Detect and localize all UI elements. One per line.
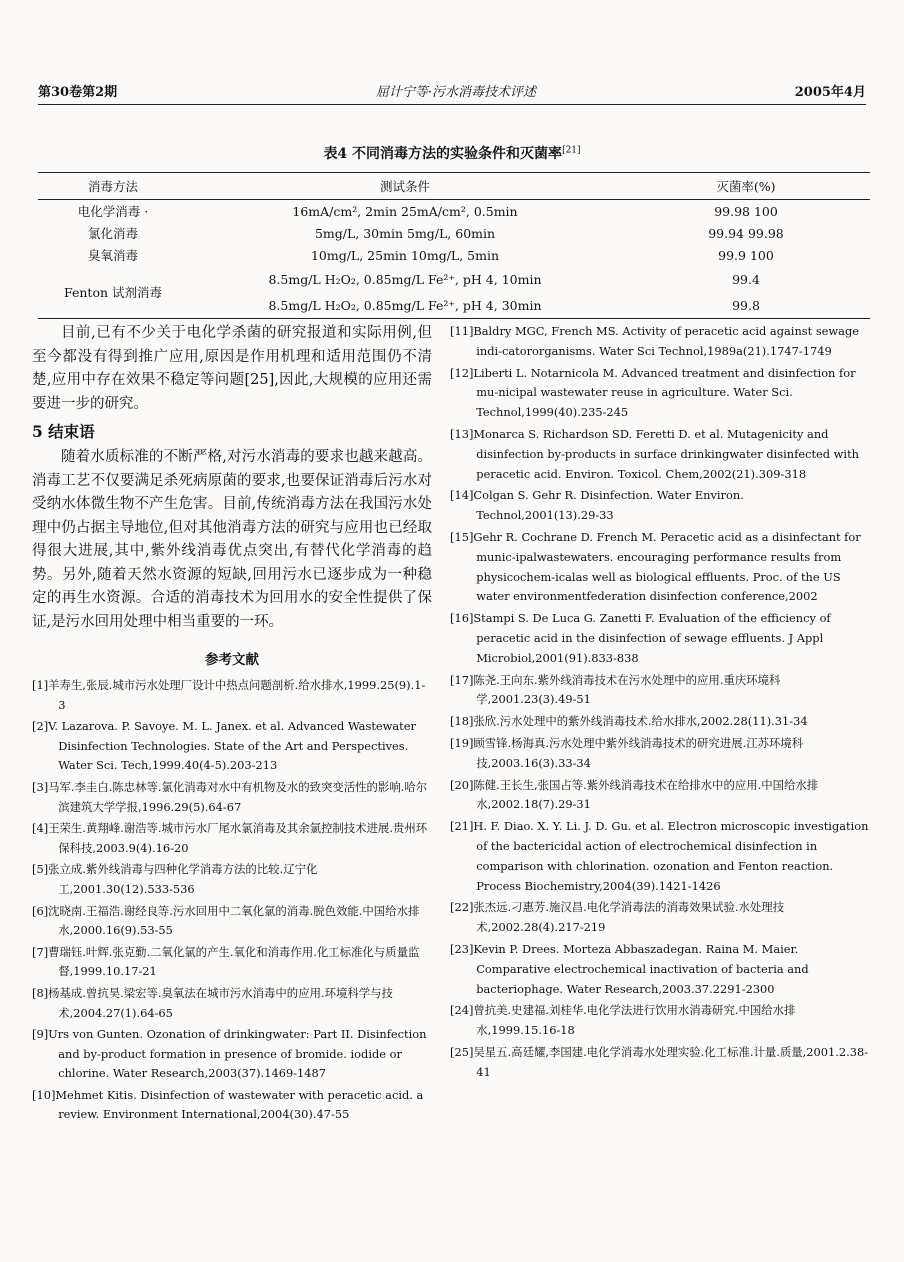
reference-list-right <box>450 322 870 1082</box>
section-heading-conclusion: 5 结束语 <box>32 422 95 441</box>
header-conditions: 测试条件 <box>188 173 622 200</box>
reference-item: [10]Mehmet Kitis. Disinfection of wastewater with peracetic acid. a review. Environment International,2004(30).47-55 <box>32 1087 424 1122</box>
reference-item: [11]Baldry MGC, French MS. Activity of peracetic acid against sewage indi-catororganisms. Water Sci Technol,1989a(21).1747-1749 <box>450 324 859 358</box>
table-caption: 表4 不同消毒方法的实验条件和灭菌率[21] <box>323 145 581 162</box>
cell-conditions: 8.5mg/L H₂O₂, 0.85mg/L Fe²⁺, pH 4, 10min <box>268 271 542 287</box>
cell-rate: 99.9 100 <box>718 247 774 263</box>
reference-item: [13]Monarca S. Richardson SD. Feretti D. et al. Mutagenicity and disinfection by-products in surface drinkingwater disinfected with peracetic acid. Environ. Toxicol. Chem,2002(21).309-318 <box>450 426 859 481</box>
disinfection-table <box>38 172 870 319</box>
reference-item: [22]张杰远.刁惠芳.施汉昌.电化学消毒法的消毒效果试验.水处理技术,2002.28(4).217-219 <box>450 900 785 935</box>
reference-item: [8]杨基成.曾抗昊.梁宏等.臭氧法在城市污水消毒中的应用.环境科学与技术,2004.27(1).64-65 <box>32 985 393 1020</box>
reference-item: [21]H. F. Diao. X. Y. Li. J. D. Gu. et al. Electron microscopic investigation of the bactericidal action of electrochemical disinfection in comparison with chlorination. ozonation and Fenton reaction. Process Biochemistry,2004(39).1421-1426 <box>450 819 869 893</box>
table-header-row <box>38 173 870 200</box>
cell-rate: 99.94 99.98 <box>708 225 784 241</box>
table-caption-ref: [21] <box>562 145 581 156</box>
cell-method: 氯化消毒 <box>87 226 138 241</box>
cell-method: 电化学消毒 · <box>77 204 149 219</box>
journal-volume: 第30卷第2期 <box>38 85 118 100</box>
table-row <box>38 266 870 292</box>
reference-item: [17]陈尧.王向东.紫外线消毒技术在污水处理中的应用.重庆环境科学,2001.23(3).49-51 <box>450 672 781 707</box>
table-row <box>38 200 870 223</box>
cell-method: 臭氧消毒 <box>87 248 138 263</box>
reference-item: [5]张立成.紫外线消毒与四种化学消毒方法的比较.辽宁化工,2001.30(12).533-536 <box>32 862 318 896</box>
reference-list-left <box>32 676 432 1125</box>
reference-item: [19]顾雪锋.杨海真.污水处理中紫外线消毒技术的研究进展.江苏环境科技,2003.16(3).33-34 <box>450 735 804 770</box>
cell-rate: 99.4 <box>732 271 760 287</box>
reference-item: [24]曾抗美.史建福.刘桂华.电化学法进行饮用水消毒研究.中国给水排水,1999.15.16-18 <box>450 1003 796 1038</box>
references-heading: 参考文献 <box>205 652 259 668</box>
cell-conditions: 5mg/L, 30min 5mg/L, 60min <box>314 225 496 241</box>
reference-item: [4]王荣生.黄翔峰.谢浩等.城市污水厂尾水氯消毒及其余氯控制技术进展.贵州环保科技,2003.9(4).16-20 <box>32 821 428 855</box>
running-header <box>38 78 866 105</box>
table-row <box>38 244 870 266</box>
reference-item: [1]羊寿生,张辰.城市污水处理厂设计中热点问题剖析.给水排水,1999.25(9).1-3 <box>32 678 426 712</box>
cell-conditions: 8.5mg/L H₂O₂, 0.85mg/L Fe²⁺, pH 4, 30min <box>188 292 622 319</box>
paragraph-electrochemical: 目前,已有不少关于电化学杀菌的研究报道和实际用例,但至今都没有得到推广应用,原因是作用机理和适用范围仍不清楚,应用中存在效果不稳定等问题[25],因此,大规模的应用还需要进一步的研究。 <box>32 325 432 412</box>
left-column <box>32 322 432 1127</box>
reference-item: [6]沈晓南.王福浩.谢经良等.污水回用中二氧化氯的消毒.脱色效能.中国给水排水,2000.16(9).53-55 <box>32 903 420 938</box>
reference-item: [16]Stampi S. De Luca G. Zanetti F. Evaluation of the efficiency of peracetic acid in the disinfection of sewage effluents. J Appl Microbiol,2001(91).833-838 <box>450 611 831 665</box>
cell-rate: 99.98 100 <box>714 203 778 219</box>
header-method: 消毒方法 <box>38 173 188 200</box>
reference-item: [7]曹瑞钰.叶辉.张克勤.二氧化氯的产生.氧化和消毒作用.化工标准化与质量监督,1999.10.17-21 <box>32 944 420 979</box>
cell-method: Fenton 试剂消毒 <box>38 266 188 319</box>
reference-item: [14]Colgan S. Gehr R. Disinfection. Water Environ. Technol,2001(13).29-33 <box>450 488 744 523</box>
reference-item: [9]Urs von Gunten. Ozonation of drinkingwater: Part II. Disinfection and by-product formation in presence of bromide. iodide or chlorine. Water Research,2003(37).1469-1487 <box>32 1027 427 1081</box>
article-running-title: 屈计宁等·污水消毒技术评述 <box>375 85 537 100</box>
issue-date: 2005年4月 <box>794 85 866 100</box>
reference-item: [18]张欣.污水处理中的紫外线消毒技术.给水排水,2002.28(11).31-34 <box>450 714 808 729</box>
cell-conditions: 10mg/L, 25min 10mg/L, 5min <box>310 247 500 263</box>
header-rate: 灭菌率(%) <box>622 173 870 200</box>
paragraph-conclusion: 随着水质标准的不断严格,对污水消毒的要求也越来越高。消毒工艺不仅要满足杀死病原菌的要求,也要保证消毒后污水对受纳水体微生物不产生危害。目前,传统消毒方法在我国污水处理中仍占据主导地位,但对其他消毒方法的研究与应用也已经取得很大进展,其中,紫外线消毒优点突出,有替代化学消毒的趋势。另外,随着天然水资源的短缺,回用污水已逐步成为一种稳定的再生水资源。合适的消毒技术为回用水的安全性提供了保证,是污水回用处理中相当重要的一环。 <box>32 449 432 630</box>
right-column <box>450 322 870 1084</box>
reference-item: [15]Gehr R. Cochrane D. French M. Peracetic acid as a disinfectant for munic-ipalwastewaters. encouraging performance results from physicochem-icalas well as biological effluents. Proc. of the US water environmentfederation disinfection conference,2002 <box>450 529 861 604</box>
reference-item: [12]Liberti L. Notarnicola M. Advanced treatment and disinfection for mu-nicipal wastewater reuse in agriculture. Water Sci. Technol,1999(40).235-245 <box>450 365 856 420</box>
reference-item: [3]马军.李圭白.陈忠林等.氯化消毒对水中有机物及水的致突变活性的影响.哈尔滨建筑大学学报,1996.29(5).64-67 <box>32 779 428 814</box>
reference-item: [23]Kevin P. Drees. Morteza Abbaszadegan. Raina M. Maier. Comparative electrochemical inactivation of bacteria and bacteriophage. Water Research,2003.37.2291-2300 <box>450 941 809 996</box>
reference-item: [25]吴星五.高廷耀,李国建.电化学消毒水处理实验.化工标准.计量.质量,2001.2.38-41 <box>450 1044 869 1079</box>
reference-item: [2]V. Lazarova. P. Savoye. M. L. Janex. et al. Advanced Wastewater Disinfection Technologies. State of the Art and Perspectives. Water Sci. Tech,1999.40(4-5).203-213 <box>32 719 416 773</box>
reference-item: [20]陈健.王长生,张国占等.紫外线消毒技术在给排水中的应用.中国给水排水,2002.18(7).29-31 <box>450 777 819 812</box>
table-row <box>38 222 870 244</box>
cell-conditions: 16mA/cm², 2min 25mA/cm², 0.5min <box>292 203 518 219</box>
cell-rate: 99.8 <box>622 292 870 319</box>
